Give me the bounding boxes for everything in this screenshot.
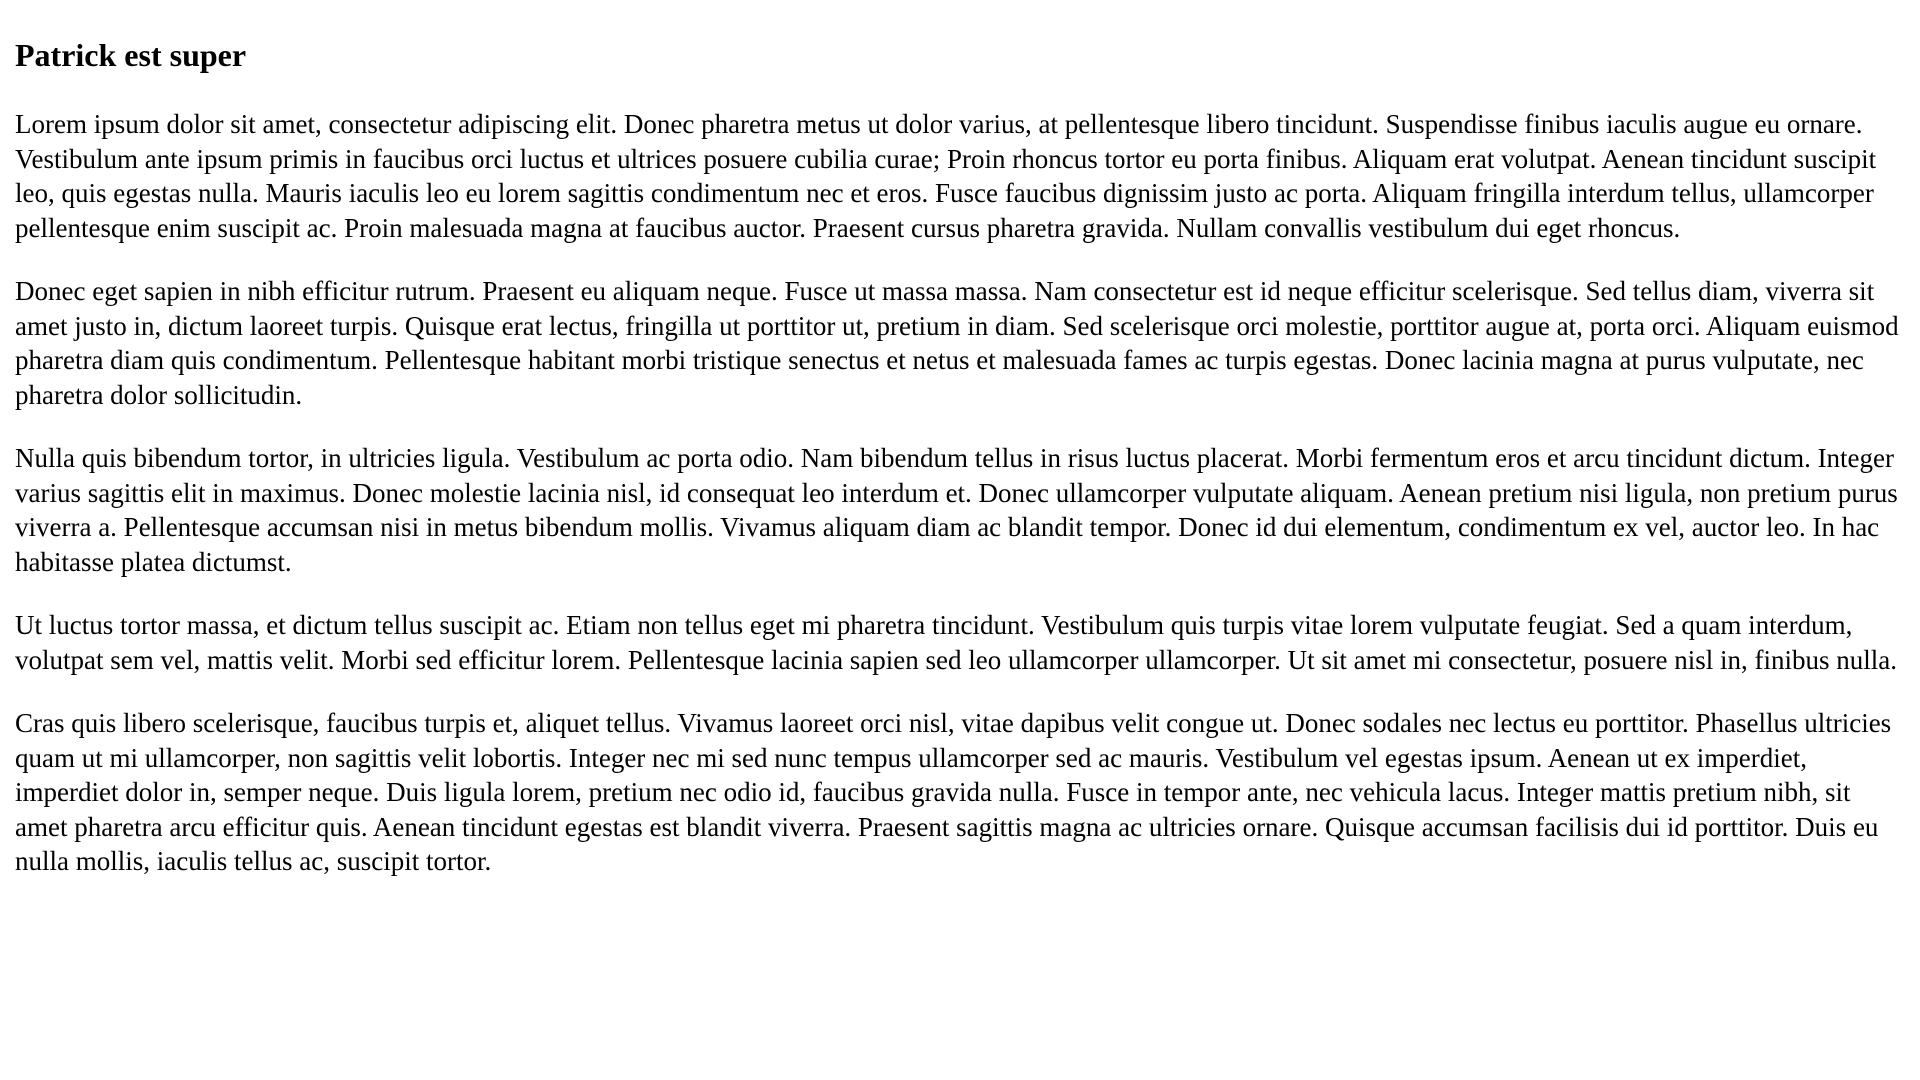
paragraph-1: Lorem ipsum dolor sit amet, consectetur adipiscing elit. Donec pharetra metus ut dolor varius, at pellentesque libero tincidunt. Suspendisse finibus iaculis augue eu ornare. Vestibulum ante ipsum primis in faucibus orci luctus et ultrices posuere cubilia curae; Proin rhoncus tortor eu porta finibus. Aliquam erat volutpat. Aenean tincidunt suscipit leo, quis egestas nulla. Mauris iaculis leo eu lorem sagittis condimentum nec et eros. Fusce faucibus dignissim justo ac porta. Aliquam fringilla interdum tellus, ullamcorper pellentesque enim suscipit ac. Proin malesuada magna at faucibus auctor. Praesent cursus pharetra gravida. Nullam convallis vestibulum dui eget rhoncus. [15,109,1877,243]
page-title: Patrick est super [15,37,247,73]
paragraph-3: Nulla quis bibendum tortor, in ultricies ligula. Vestibulum ac porta odio. Nam bibendum tellus in risus luctus placerat. Morbi fermentum eros et arcu tincidunt dictum. Integer varius sagittis elit in maximus. Donec molestie lacinia nisl, id consequat leo interdum et. Donec ullamcorper vulputate aliquam. Aenean pretium nisi ligula, non pretium purus viverra a. Pellentesque accumsan nisi in metus bibendum mollis. Vivamus aliquam diam ac blandit tempor. Donec id dui elementum, condimentum ex vel, auctor leo. In hac habitasse platea dictumst. [15,443,1898,577]
paragraph-2: Donec eget sapien in nibh efficitur rutrum. Praesent eu aliquam neque. Fusce ut massa massa. Nam consectetur est id neque efficitur scelerisque. Sed tellus diam, viverra sit amet justo in, dictum laoreet turpis. Quisque erat lectus, fringilla ut porttitor ut, pretium in diam. Sed scelerisque orci molestie, porttitor augue at, porta orci. Aliquam euismod pharetra diam quis condimentum. Pellentesque habitant morbi tristique senectus et netus et malesuada fames ac turpis egestas. Donec lacinia magna at purus vulputate, nec pharetra dolor sollicitudin. [15,276,1899,410]
paragraph-4: Ut luctus tortor massa, et dictum tellus suscipit ac. Etiam non tellus eget mi pharetra tincidunt. Vestibulum quis turpis vitae lorem vulputate feugiat. Sed a quam interdum, volutpat sem vel, mattis velit. Morbi sed efficitur lorem. Pellentesque lacinia sapien sed leo ullamcorper ullamcorper. Ut sit amet mi consectetur, posuere nisl in, finibus nulla. [15,610,1897,675]
page-body [0,35,1920,1080]
paragraph-5: Cras quis libero scelerisque, faucibus turpis et, aliquet tellus. Vivamus laoreet orci nisl, vitae dapibus velit congue ut. Donec sodales nec lectus eu porttitor. Phasellus ultricies quam ut mi ullamcorper, non sagittis velit lobortis. Integer nec mi sed nunc tempus ullamcorper sed ac mauris. Vestibulum vel egestas ipsum. Aenean ut ex imperdiet, imperdiet dolor in, semper neque. Duis ligula lorem, pretium nec odio id, faucibus gravida nulla. Fusce in tempor ante, nec vehicula lacus. Integer mattis pretium nibh, sit amet pharetra arcu efficitur quis. Aenean tincidunt egestas est blandit viverra. Praesent sagittis magna ac ultricies ornare. Quisque accumsan facilisis dui id porttitor. Duis eu nulla mollis, iaculis tellus ac, suscipit tortor. [15,708,1892,876]
